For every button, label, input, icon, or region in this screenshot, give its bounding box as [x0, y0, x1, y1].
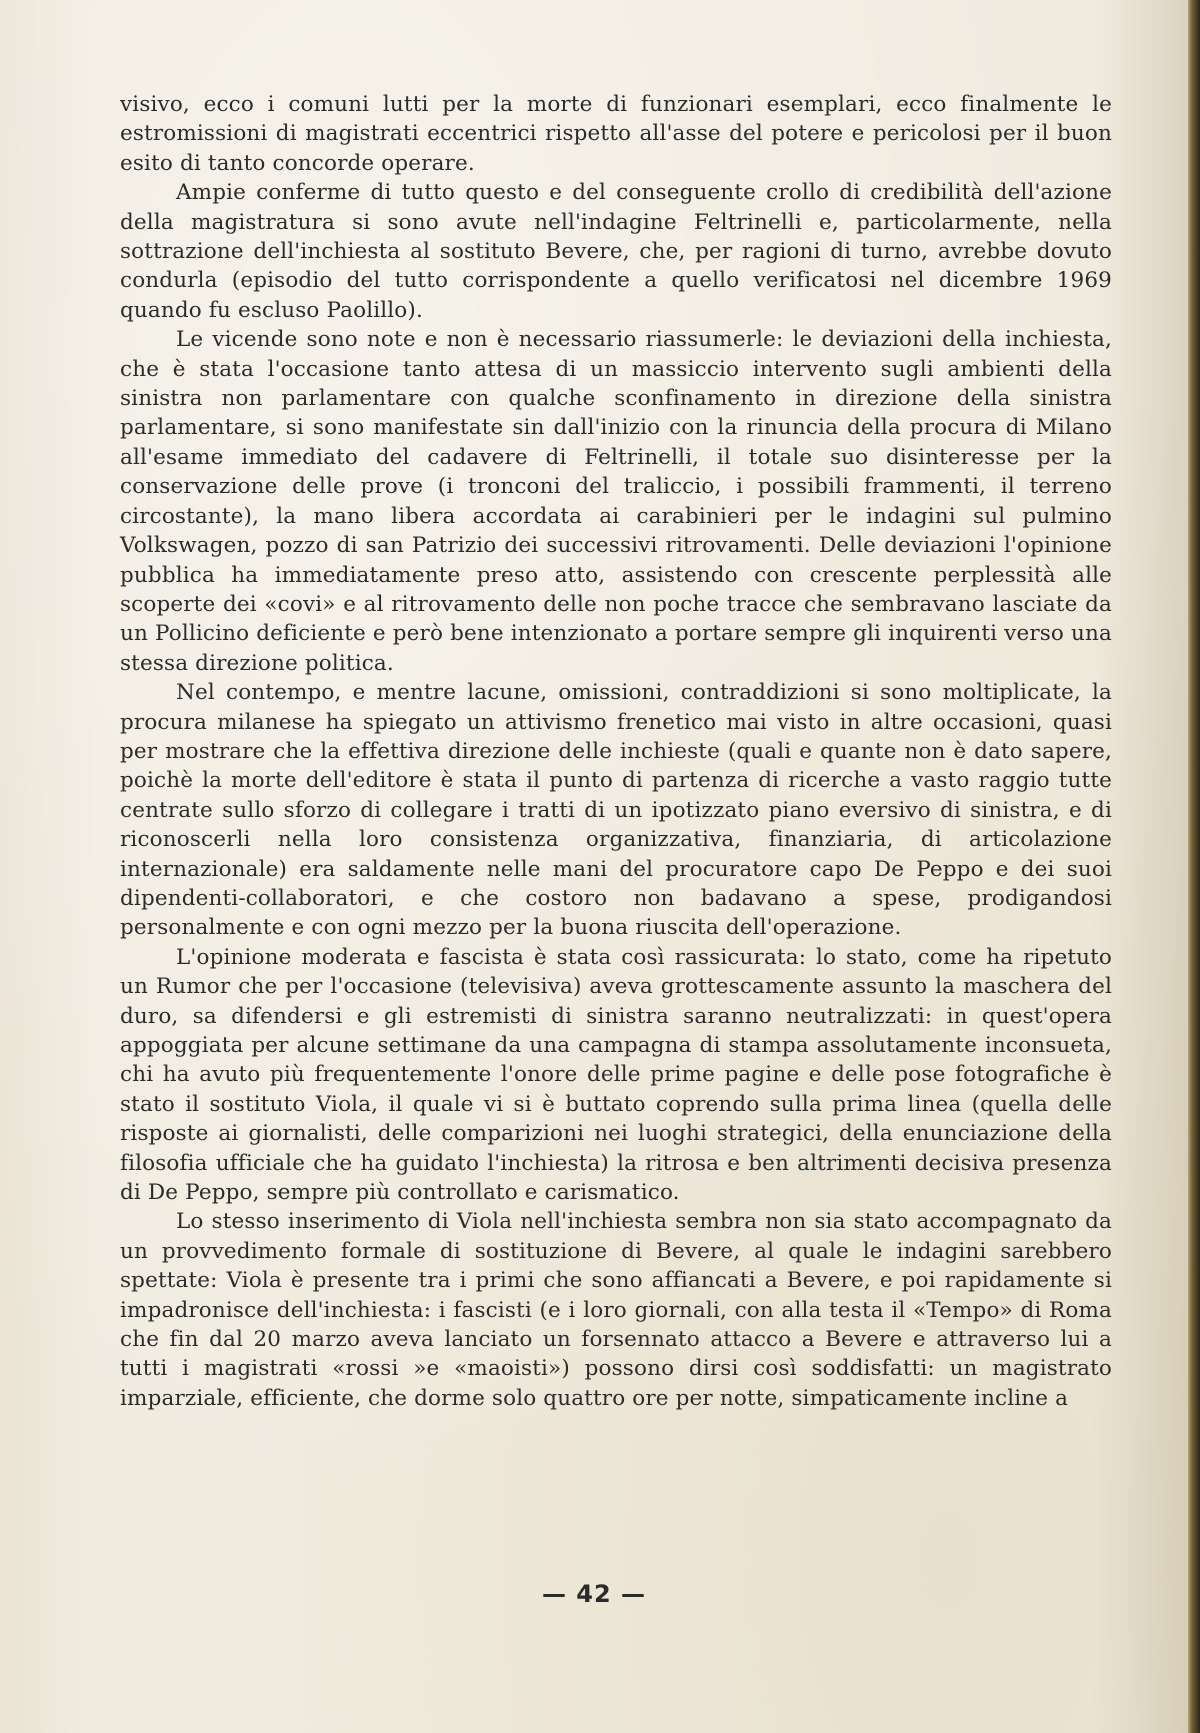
page-number: — 42 — — [541, 1580, 647, 1608]
paragraph-4: Nel contempo, e mentre lacune, omissioni, contraddizioni si sono moltiplicate, la procura milanese ha spiegato un attivismo frenetico mai visto in altre occasioni, quasi per mostrare che la effettiva direzione delle inchieste (quali e quante non è dato sapere, poichè la morte dell'editore è stata il punto di partenza di ricerche a vasto raggio tutte centrate sullo sforzo di collegare i tratti di un ipotizzato piano eversivo di sinistra, e di riconoscerli nella loro consistenza organizzativa, finanziaria, di articolazione internazionale) era saldamente nelle mani del procuratore capo De Peppo e dei suoi dipendenti-collaboratori, e che costoro non badavano a spese, prodigandosi personalmente e con ogni mezzo per la buona riuscita dell'operazione. — [120, 680, 1112, 941]
paragraph-3: Le vicende sono note e non è necessario riassumerle: le deviazioni della inchiesta, che è stata l'occasione tanto attesa di un massiccio intervento sugli ambienti della sinistra non parlamentare con qualche sconfinamento in direzione della sinistra parlamentare, si sono manifestate sin dall'inizio con la rinuncia della procura di Milano all'esame immediato del cadavere di Feltrinelli, il totale suo disinteresse per la conservazione delle prove (i tronconi del traliccio, i possibili frammenti, il terreno circostante), la mano libera accordata ai carabinieri per le indagini sul pulmino Volkswagen, pozzo di san Patrizio dei successivi ritrovamenti. Delle deviazioni l'opinione pubblica ha immediatamente preso atto, assistendo con crescente perplessità alle scoperte dei «covi» e al ritrovamento delle non poche tracce che sembravano lasciate da un Pollicino deficiente e però bene intenzionato a portare sempre gli inquirenti verso una stessa direzione politica. — [120, 327, 1112, 676]
paragraph-1: visivo, ecco i comuni lutti per la morte di funzionari esemplari, ecco finalmente le estromissioni di magistrati eccentrici rispetto all'asse del potere e pericolosi per il buon esito di tanto concorde operare. — [120, 92, 1112, 176]
paragraph-5: L'opinione moderata e fascista è stata così rassicurata: lo stato, come ha ripetuto un Rumor che per l'occasione (televisiva) aveva grottescamente assunto la maschera del duro, sa difendersi e gli estremisti di sinistra saranno neutralizzati: in quest'opera appoggiata per alcune settimane da una campagna di stampa assolutamente inconsueta, chi ha avuto più frequentemente l'onore delle prime pagine e delle pose fotografiche è stato il sostituto Viola, il quale vi si è buttato coprendo sulla prima linea (quella delle risposte ai giornalisti, delle comparizioni nei luoghi strategici, della enunciazione della filosofia ufficiale che ha guidato l'inchiesta) la ritrosa e ben altrimenti decisiva presenza di De Peppo, sempre più controllato e carismatico. — [120, 944, 1112, 1206]
paragraph-2: Ampie conferme di tutto questo e del conseguente crollo di credibilità dell'azione della magistratura si sono avute nell'indagine Feltrinelli e, particolarmente, nella sottrazione dell'inchiesta al sostituto Bevere, che, per ragioni di turno, avrebbe dovuto condurla (episodio del tutto corrispondente a quello verificatosi nel dicembre 1969 quando fu escluso Paolillo). — [120, 180, 1112, 323]
paragraph-6: Lo stesso inserimento di Viola nell'inchiesta sembra non sia stato accompagnato da un provvedimento formale di sostituzione di Bevere, al quale le indagini sarebbero spettate: Viola è presente tra i primi che sono affiancati a Bevere, e poi rapidamente si impadronisce dell'inchiesta: i fascisti (e i loro giornali, con alla testa il «Tempo» di Roma che fin dal 20 marzo aveva lanciato un forsennato attacco a Bevere e attraverso lui a tutti i magistrati «rossi »e «maoisti») possono dirsi così soddisfatti: un magistrato imparziale, efficiente, che dorme solo quattro ore per notte, simpaticamente incline a — [120, 1209, 1112, 1411]
body-text — [120, 90, 1112, 1413]
page-edge-shadow — [1188, 0, 1200, 1733]
